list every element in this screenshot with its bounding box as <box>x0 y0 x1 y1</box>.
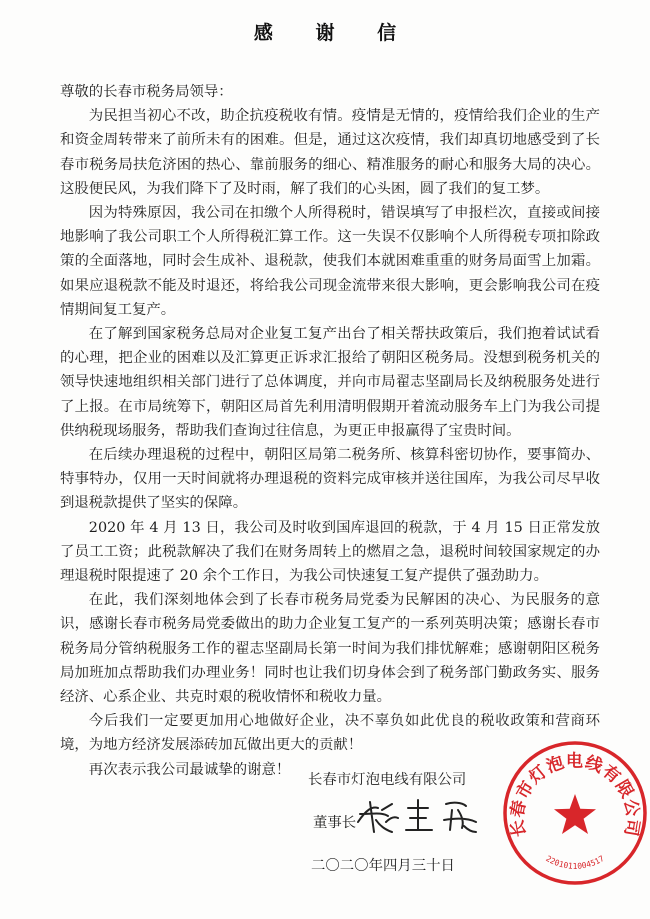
seal-number: 2201011004517 <box>544 853 606 871</box>
paragraph-1: 为民担当初心不改，助企抗疫税收有情。疫情是无情的，疫情给我们企业的生产和资金周转带来了前所未有的困难。但是，通过这次疫情，我们却真切地感受到了长春市税务局扶危济困的热心、靠前服务的细心、精准服务的耐心和服务大局的决心。这股便民风，为我们降下了及时雨，解了我们的心头困，圆了我们的复工梦。 <box>60 108 600 197</box>
letter-body <box>60 80 600 782</box>
paragraph-5: 2020 年 4 月 13 日，我公司及时收到国库退回的税款，于 4 月 15 日正常发放了员工工资；此税款解决了我们在财务周转上的燃眉之急，退税时间较国家规定的办理退税时限提速了 20 余个工作日，为我公司快速复工复产提供了强劲助力。 <box>60 519 600 585</box>
svg-text:2201011004517 <box>544 854 606 871</box>
seal-graphic <box>500 738 650 888</box>
star-icon <box>554 794 596 834</box>
letter-title: 感 谢 信 <box>253 22 415 44</box>
salutation: 尊敬的长春市税务局领导： <box>60 84 233 100</box>
letter-date: 二〇二〇年四月三十日 <box>311 858 455 874</box>
paragraph-8: 再次表示我公司最诚挚的谢意！ <box>88 761 291 778</box>
paragraph-3: 在了解到国家税务总局对企业复工复产出台了相关帮扶政策后，我们抱着试试看的心理，把企业的困难以及汇算更正诉求汇报给了朝阳区税务局。没想到税务机关的领导快速地组织相关部门进行了总体调度，并向市局翟志坚副局长及纳税服务处进行了上报。在市局统筹下，朝阳区局首先利用清明假期开着流动服务车上门为我公司提供纳税现场服务，帮助我们查询过往信息，为更正申报赢得了宝贵时间。 <box>60 326 600 439</box>
chairman-label: 董事长 <box>313 815 357 831</box>
paragraph-4: 在后续办理退税的过程中，朝阳区局第二税务所、核算科密切协作，要事简办、特事特办，仅用一天时间就将办理退税的资料完成审核并送往国库，为我公司尽早收到退税款提供了坚实的保障。 <box>60 447 600 512</box>
seal-text: 长春市灯泡电线有限公司 <box>507 751 643 839</box>
paragraph-2: 因为特殊原因，我公司在扣缴个人所得税时，错误填写了申报栏次，直接或间接地影响了我公司职工个人所得税汇算工作。这一失误不仅影响个人所得税专项扣除政策的全面落地，同时会生成补、退税款，使我们本就困难重重的财务局面雪上加霜。如果应退税款不能及时退还，将给我公司现金流带来很大影响，更会影响我公司在疫情期间复工复产。 <box>60 205 600 318</box>
handwritten-signature <box>352 792 482 836</box>
paragraph-6: 在此，我们深刻地体会到了长春市税务局党委为民解困的决心、为民服务的意识，感谢长春市税务局党委做出的助力企业复工复产的一系列英明决策；感谢长春市税务局分管纳税服务工作的翟志坚副局长第一时间为我们排忧解难；感谢朝阳区税务局加班加点帮助我们办理业务！同时也让我们切身体会到了税务部门勤政务实、服务经济、心系企业、共克时艰的税收情怀和税收力量。 <box>60 592 600 706</box>
paragraph-7: 今后我们一定要更加用心地做好企业，决不辜负如此优良的税收政策和营商环境，为地方经济发展添砖加瓦做出更大的贡献！ <box>60 713 600 754</box>
company-name: 长春市灯泡电线有限公司 <box>308 772 467 788</box>
company-seal <box>500 738 650 888</box>
